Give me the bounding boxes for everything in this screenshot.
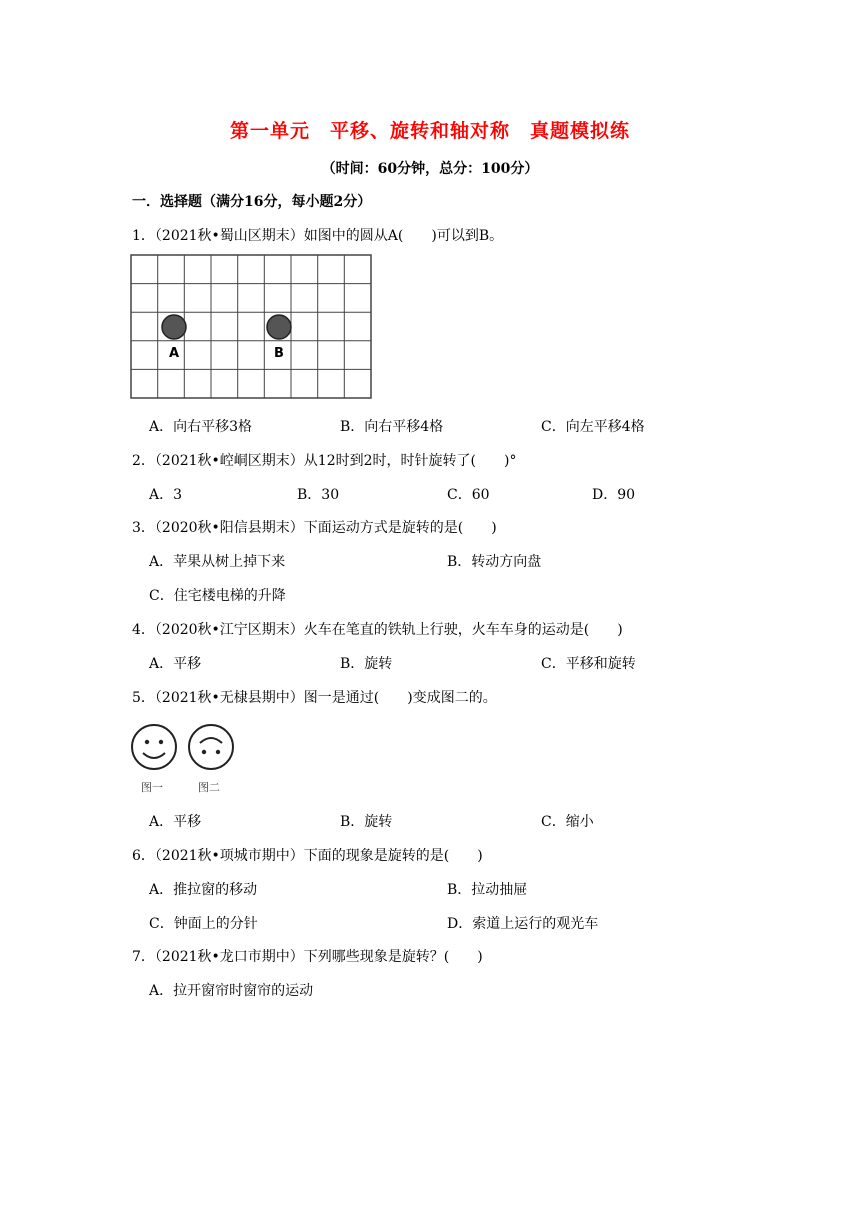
q5-option-c: C．缩小 <box>541 814 594 830</box>
question-3: 3．（2020秋•阳信县期末）下面运动方式是旋转的是( ) <box>132 520 497 536</box>
q7-option-a: A．拉开窗帘时窗帘的运动 <box>149 983 314 999</box>
q6-option-d: D．索道上运行的观光车 <box>447 916 599 932</box>
q3-option-a: A．苹果从树上掉下来 <box>149 554 286 570</box>
q6-option-b: B．拉动抽屉 <box>447 882 528 898</box>
q4-option-a: A．平移 <box>149 656 202 672</box>
question-6: 6．（2021秋•项城市期中）下面的现象是旋转的是( ) <box>132 848 483 864</box>
smiley-figures <box>130 722 240 774</box>
label-a: A <box>169 346 180 361</box>
q2-option-c: C．60 <box>447 487 490 503</box>
question-2: 2．（2021秋•崆峒区期末）从12时到2时，时针旋转了( )° <box>132 453 517 469</box>
circle-a <box>162 315 186 339</box>
page-subtitle: （时间：60分钟，总分：100分） <box>321 161 539 177</box>
section-heading: 一．选择题（满分16分，每小题2分） <box>132 194 372 210</box>
q3-option-c: C．住宅楼电梯的升降 <box>149 588 286 604</box>
caption-figure-1: 图一 <box>141 781 163 794</box>
q4-option-b: B．旋转 <box>340 656 393 672</box>
page-title: 第一单元 平移、旋转和轴对称 真题模拟练 <box>229 120 630 142</box>
q1-option-b: B．向右平移4格 <box>340 419 444 435</box>
circle-b <box>267 315 291 339</box>
q2-option-d: D．90 <box>592 487 636 503</box>
q5-option-b: B．旋转 <box>340 814 393 830</box>
label-b: B <box>274 346 284 361</box>
q6-option-a: A．推拉窗的移动 <box>149 882 258 898</box>
question-4: 4．（2020秋•江宁区期末）火车在笔直的铁轨上行驶，火车车身的运动是( ) <box>132 622 623 638</box>
q2-option-b: B．30 <box>297 487 340 503</box>
question-1: 1．（2021秋•蜀山区期末）如图中的圆从A( )可以到B。 <box>132 228 504 244</box>
question-7: 7．（2021秋•龙口市期中）下列哪些现象是旋转？( ) <box>132 949 483 965</box>
q4-option-c: C．平移和旋转 <box>541 656 636 672</box>
q1-option-a: A．向右平移3格 <box>149 419 253 435</box>
q2-option-a: A．3 <box>149 487 183 503</box>
q5-option-a: A．平移 <box>149 814 202 830</box>
caption-figure-2: 图二 <box>198 781 220 794</box>
q6-option-c: C．钟面上的分针 <box>149 916 258 932</box>
question-5: 5．（2021秋•无棣县期中）图一是通过( )变成图二的。 <box>132 690 497 706</box>
q1-option-c: C．向左平移4格 <box>541 419 645 435</box>
grid-figure <box>130 254 374 400</box>
q3-option-b: B．转动方向盘 <box>447 554 542 570</box>
